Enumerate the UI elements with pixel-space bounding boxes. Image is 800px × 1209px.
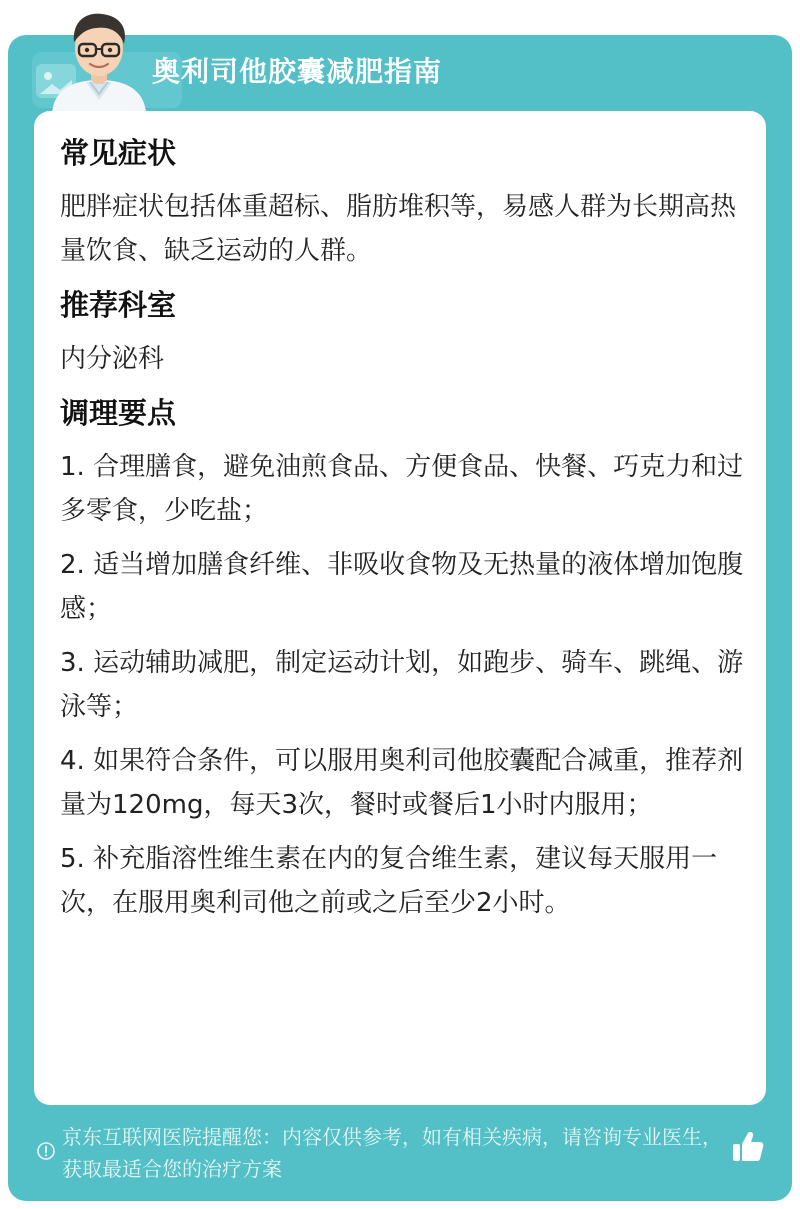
thumbs-up-icon[interactable] <box>730 1129 766 1165</box>
care-point-item: 4. 如果符合条件，可以服用奥利司他胶囊配合减重，推荐剂量为120mg，每天3次，餐时或餐后1小时内服用； <box>60 746 744 820</box>
section-title-department: 推荐科室 <box>60 288 177 322</box>
content-body <box>60 133 750 935</box>
care-point-item: 5. 补充脂溶性维生素在内的复合维生素，建议每天服用一次，在服用奥利司他之前或之后至少2小时。 <box>60 844 718 918</box>
department-text: 内分泌科 <box>60 344 165 374</box>
care-point-item: 2. 适当增加膳食纤维、非吸收食物及无热量的液体增加饱腹感； <box>60 550 744 624</box>
section-title-symptoms: 常见症状 <box>60 136 177 170</box>
doctor-avatar <box>44 8 154 113</box>
care-point-item: 1. 合理膳食，避免油煎食品、方便食品、快餐、巧克力和过多零食，少吃盐； <box>60 452 744 526</box>
content-card <box>34 111 766 1105</box>
footer-disclaimer <box>36 1121 766 1191</box>
care-point-item: 3. 运动辅助减肥，制定运动计划，如跑步、骑车、跳绳、游泳等； <box>60 648 744 722</box>
page-title: 奥利司他胶囊减肥指南 <box>152 55 443 88</box>
info-icon <box>36 1141 56 1161</box>
disclaimer-text: 京东互联网医院提醒您：内容仅供参考，如有相关疾病，请咨询专业医生，获取最适合您的治疗方案 <box>62 1125 722 1181</box>
symptoms-text: 肥胖症状包括体重超标、脂肪堆积等，易感人群为长期高热量饮食、缺乏运动的人群。 <box>60 192 737 266</box>
section-title-care-points: 调理要点 <box>60 396 177 430</box>
